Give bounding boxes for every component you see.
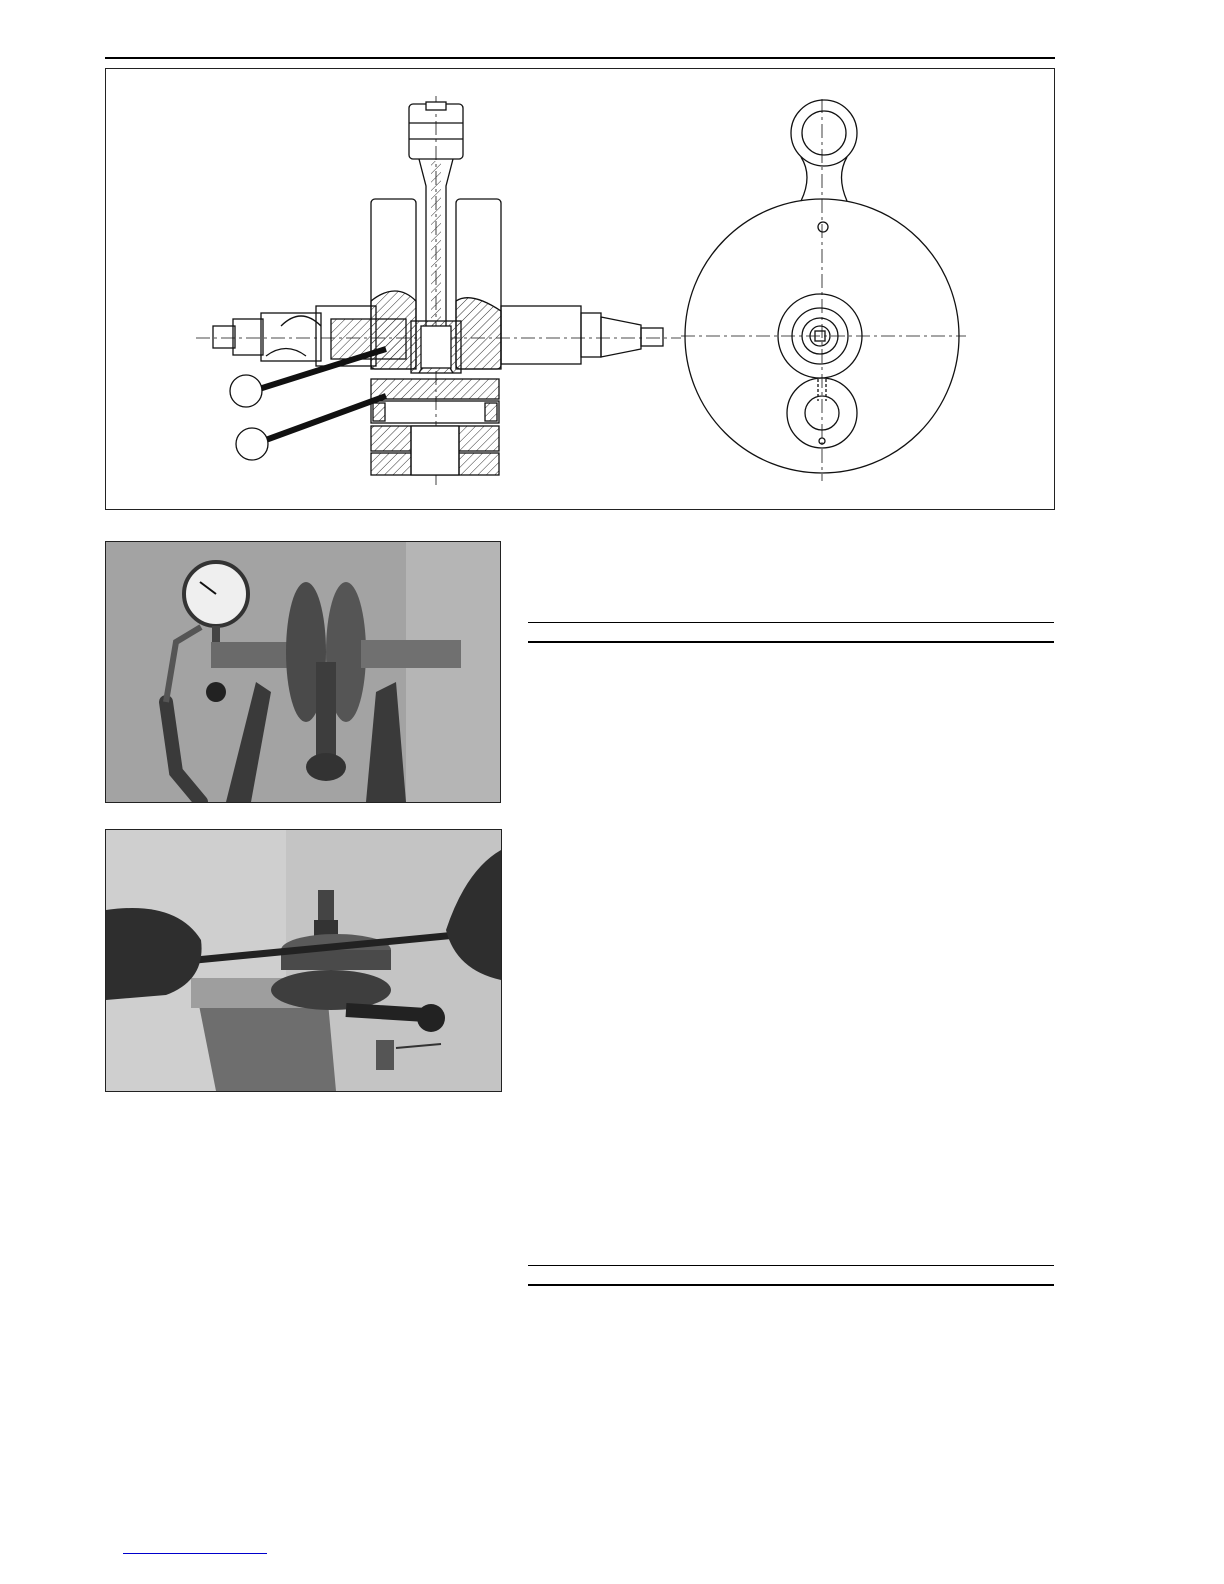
- callout-1: [230, 349, 386, 407]
- table-rule-bottom-2: [528, 1284, 1054, 1286]
- dial-gauge-illustration: [106, 542, 500, 802]
- press-illustration: [106, 830, 501, 1091]
- callout-2: [236, 396, 386, 460]
- photo-crankshaft-press: [105, 829, 502, 1092]
- footer-link-underline[interactable]: [123, 1553, 267, 1554]
- photo-dial-gauge: [105, 541, 501, 803]
- table-rule-bottom-1: [528, 641, 1054, 643]
- crankshaft-drawing: [106, 69, 1054, 509]
- side-view: [681, 99, 966, 481]
- crankshaft-drawing-frame: [105, 68, 1055, 510]
- table-rule-top-1: [528, 622, 1054, 623]
- table-rule-top-2: [528, 1265, 1054, 1266]
- section-view: [196, 96, 681, 486]
- header-rule: [105, 57, 1055, 59]
